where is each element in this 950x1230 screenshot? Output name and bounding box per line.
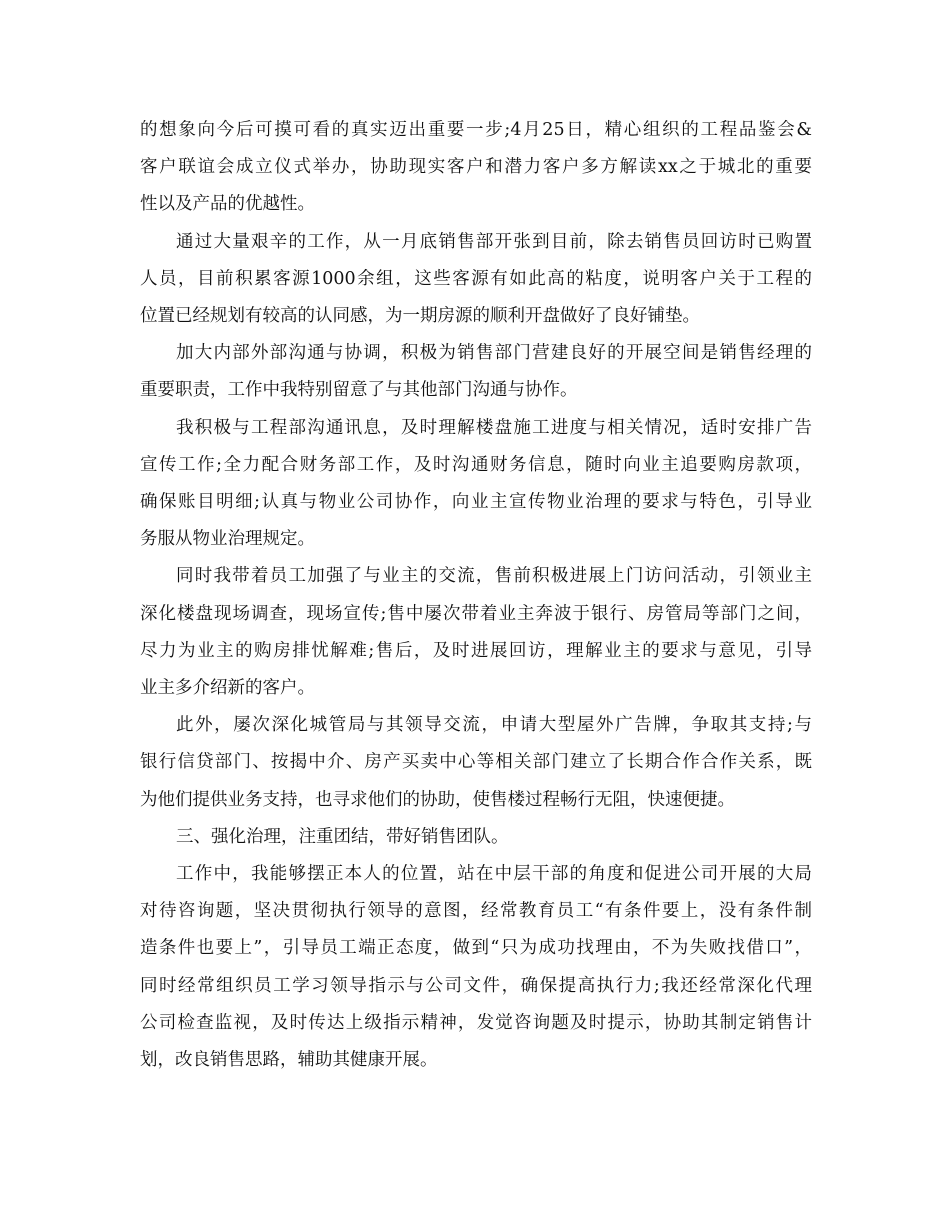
section-heading-text: 三、强化治理，注重团结，带好销售团队。 xyxy=(176,826,509,847)
text-line: 通过大量艰辛的工作，从一月底销售部开张到目前，除去销售员回访时已购置 xyxy=(176,231,812,252)
text-line: 同时经常组织员工学习领导指示与公司文件，确保提高执行力;我还经常深化代理 xyxy=(140,975,812,996)
text-line: 业主多介绍新的客户。 xyxy=(140,678,315,699)
text-line: 公司检查监视，及时传达上级指示精神，发觉咨询题及时提示，协助其制定销售计 xyxy=(140,1012,812,1033)
section-heading xyxy=(140,819,812,856)
text-line: 加大内部外部沟通与协调，积极为销售部门营建良好的开展空间是销售经理的 xyxy=(176,343,812,364)
text-line: 尽力为业主的购房排忧解难;售后，及时进展回访，理解业主的要求与意见，引导 xyxy=(140,640,812,661)
text-line: 性以及产品的优越性。 xyxy=(140,194,315,215)
text-line: 此外，屡次深化城管局与其领导交流，申请大型屋外广告牌，争取其支持;与 xyxy=(176,715,812,736)
text-line: 宣传工作;全力配合财务部工作，及时沟通财务信息，随时向业主追要购房款项， xyxy=(140,454,812,475)
text-line: 人员，目前积累客源1000余组，这些客源有如此高的粘度，说明客户关于工程的 xyxy=(140,268,812,289)
text-line: 重要职责，工作中我特别留意了与其他部门沟通与协作。 xyxy=(140,380,578,401)
text-line: 为他们提供业务支持，也寻求他们的协助，使售楼过程畅行无阻，快速便捷。 xyxy=(140,789,735,810)
paragraph-team-management xyxy=(140,856,812,1079)
paragraph-external-cooperation xyxy=(140,707,812,819)
text-line: 位置已经规划有较高的认同感，为一期房源的顺利开盘做好了良好铺垫。 xyxy=(140,306,700,327)
text-line: 我积极与工程部沟通讯息，及时理解楼盘施工进度与相关情况，适时安排广告 xyxy=(176,417,812,438)
text-line: 划，改良销售思路，辅助其健康开展。 xyxy=(140,1050,438,1071)
text-line: 银行信贷部门、按揭中介、房产买卖中心等相关部门建立了长期合作合作关系，既 xyxy=(140,752,812,773)
paragraph-owner-exchange xyxy=(140,558,812,707)
text-line: 同时我带着员工加强了与业主的交流，售前积极进展上门访问活动，引领业主 xyxy=(176,566,812,587)
text-line: 对待咨询题，坚决贯彻执行领导的意图，经常教育员工“有条件要上，没有条件制 xyxy=(140,901,812,922)
paragraph-communication xyxy=(140,335,812,409)
paragraph-department-coordination xyxy=(140,410,812,559)
paragraph-customer-sources xyxy=(140,224,812,336)
text-line: 的想象向今后可摸可看的真实迈出重要一步;4月25日，精心组织的工程品鉴会& xyxy=(140,120,812,140)
text-line: 造条件也要上”，引导员工端正态度，做到“只为成功找理由，不为失败找借口”， xyxy=(140,938,812,959)
text-line: 务服从物业治理规定。 xyxy=(140,529,315,550)
text-line: 客户联谊会成立仪式举办，协助现实客户和潜力客户多方解读xx之于城北的重要 xyxy=(140,157,812,178)
text-line: 深化楼盘现场调查，现场宣传;售中屡次带着业主奔波于银行、房管局等部门之间， xyxy=(140,603,812,624)
document-body xyxy=(140,112,812,1079)
text-line: 工作中，我能够摆正本人的位置，站在中层干部的角度和促进公司开展的大局 xyxy=(176,864,812,885)
text-line: 确保账目明细;认真与物业公司协作，向业主宣传物业治理的要求与特色，引导业 xyxy=(140,492,812,513)
paragraph-continuation xyxy=(140,112,812,224)
